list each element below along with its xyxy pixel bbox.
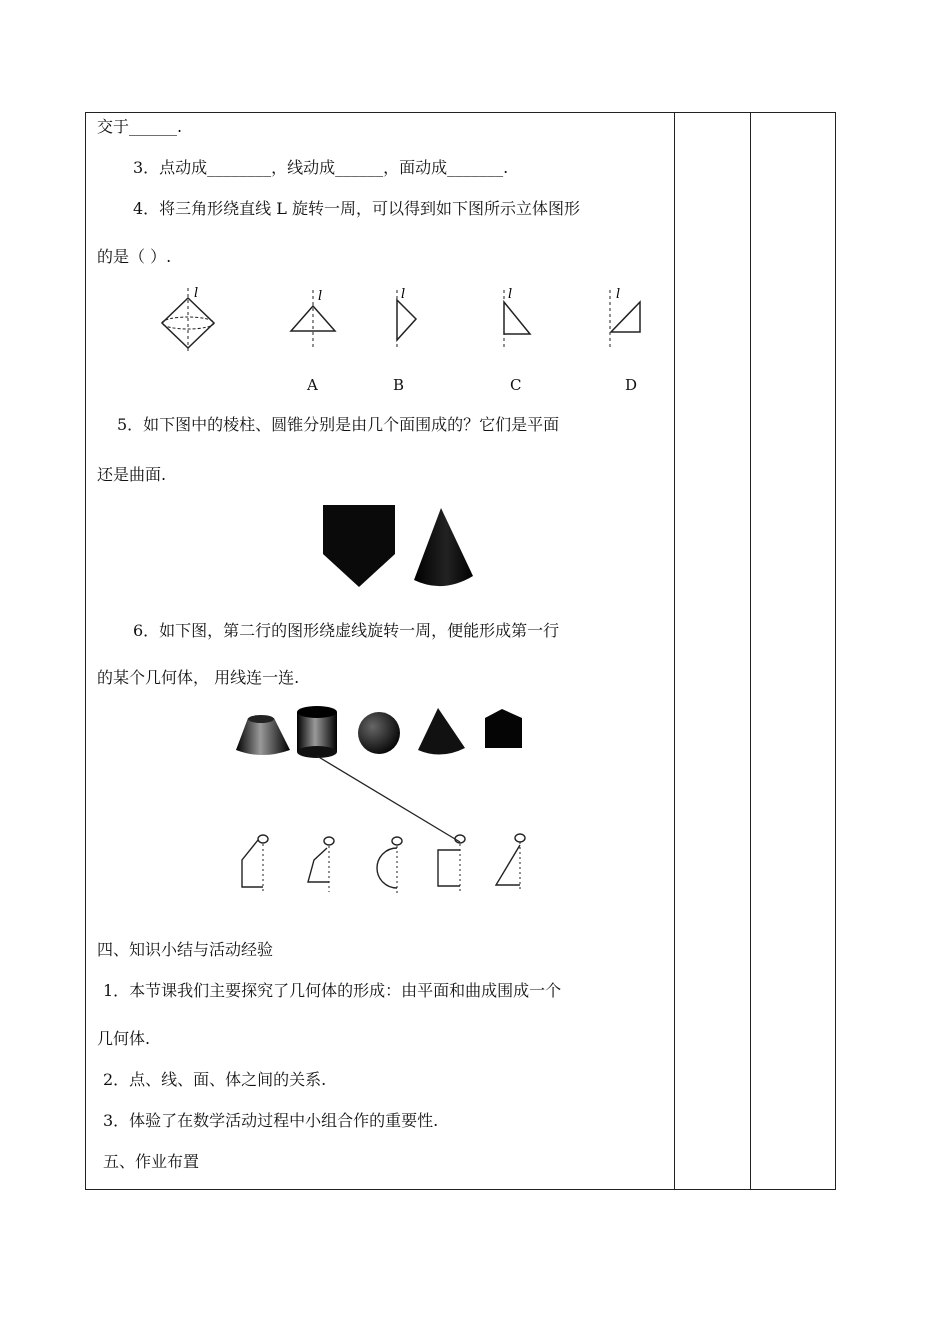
q4-axis-label-b: l <box>401 287 406 302</box>
table-frame <box>85 112 836 1190</box>
plane-shape-2 <box>308 837 334 892</box>
column-divider-2 <box>750 112 751 1190</box>
q4-option-a: A <box>307 376 318 394</box>
q4-shape-b <box>397 290 416 350</box>
sphere-solid <box>358 712 400 754</box>
cone-solid <box>418 708 465 755</box>
answer-line <box>317 756 460 842</box>
plane-shape-1 <box>242 835 268 892</box>
question-6-line2: 的某个几何体， 用线连一连. <box>97 668 300 687</box>
q4-option-b: B <box>393 376 405 394</box>
section-5-heading: 五、作业布置 <box>103 1152 200 1171</box>
cone-shape <box>414 508 473 586</box>
plane-shape-5 <box>496 834 525 892</box>
q4-option-c: C <box>510 376 522 394</box>
summary-3: 3．体验了在数学活动过程中小组合作的重要性. <box>103 1111 439 1130</box>
summary-1-line1: 1．本节课我们主要探究了几何体的形成：由平面和曲成围成一个 <box>103 981 562 1000</box>
section-4-heading: 四、知识小结与活动经验 <box>97 940 274 959</box>
column-divider-1 <box>674 112 675 1190</box>
cylinder-solid <box>297 706 337 758</box>
q6-figure <box>230 702 540 897</box>
q4-axis-label-c: l <box>508 287 513 302</box>
plane-shape-4 <box>438 835 465 892</box>
question-5-line2: 还是曲面. <box>97 465 167 484</box>
q4-shape-a <box>291 290 335 350</box>
question-4-line2: 的是（ ）. <box>97 247 172 266</box>
q4-original-shape <box>162 288 214 352</box>
question-3: 3．点动成________，线动成______，面动成_______. <box>133 158 509 177</box>
q4-axis-label-0: l <box>194 286 199 301</box>
question-4-line1: 4．将三角形绕直线 L 旋转一周，可以得到如下图所示立体图形 <box>133 199 580 218</box>
prism-shape <box>323 505 395 587</box>
q4-axis-label-a: l <box>318 289 323 304</box>
question-6-line1: 6．如下图，第二行的图形绕虚线旋转一周，便能形成第一行 <box>133 621 560 640</box>
q4-figure <box>150 284 670 354</box>
summary-2: 2．点、线、面、体之间的关系. <box>103 1070 327 1089</box>
q4-axis-label-d: l <box>616 287 621 302</box>
question-5-line1: 5．如下图中的棱柱、圆锥分别是由几个面围成的？它们是平面 <box>117 415 560 434</box>
pentagonal-solid <box>485 709 522 748</box>
q4-option-d: D <box>625 376 638 394</box>
summary-1-line2: 几何体. <box>97 1029 151 1048</box>
q4-shape-d <box>610 290 640 350</box>
plane-shape-3 <box>377 837 402 894</box>
frustum-solid <box>236 718 290 755</box>
line-intersect: 交于______. <box>97 117 183 136</box>
q5-figure <box>318 502 488 592</box>
